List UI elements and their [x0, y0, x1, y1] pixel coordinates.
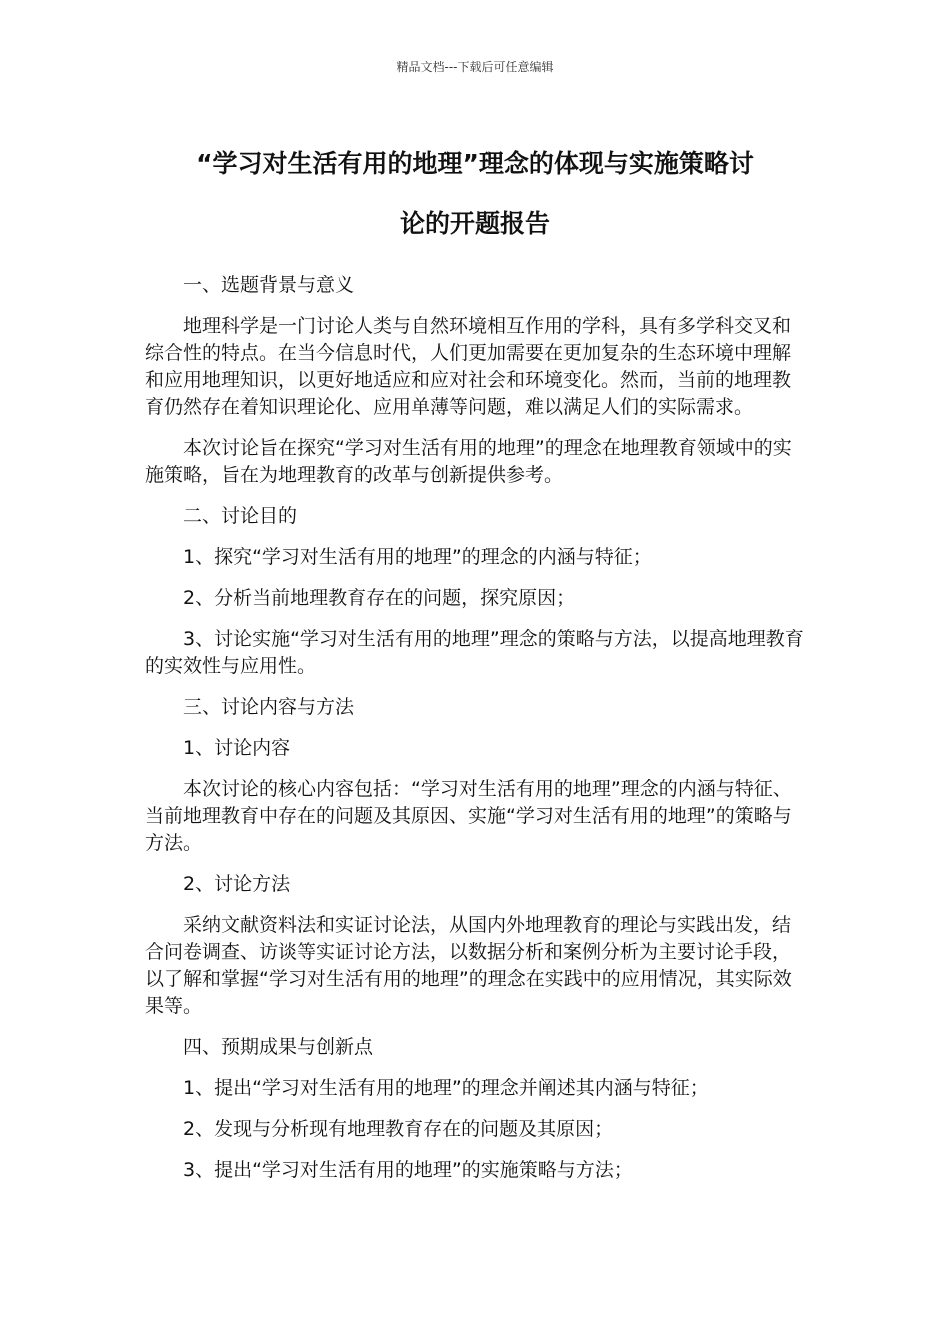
section-heading-goals: 二、讨论目的: [183, 505, 298, 527]
header-note: 精品文档---下载后可任意编辑: [396, 60, 554, 74]
document-body: [145, 272, 805, 1198]
section-heading-background: 一、选题背景与意义: [183, 274, 355, 296]
goal-item-1: 1、探究“学习对生活有用的地理”的理念的内涵与特征；: [183, 546, 652, 568]
goal-item-2: 2、分析当前地理教育存在的问题，探究原因；: [183, 587, 576, 609]
section-heading-content-method: 三、讨论内容与方法: [183, 696, 355, 718]
subheading-method: 2、讨论方法: [183, 873, 291, 895]
outcome-item-3: 3、提出“学习对生活有用的地理”的实施策略与方法；: [183, 1159, 633, 1181]
outcome-item-1: 1、提出“学习对生活有用的地理”的理念并阐述其内涵与特征；: [183, 1077, 709, 1099]
goal-item-3: 3、讨论实施“学习对生活有用的地理”理念的策略与方法，以提高地理教育的实效性与应用性。: [145, 628, 804, 677]
paragraph-method: 采纳文献资料法和实证讨论法，从国内外地理教育的理论与实践出发，结合问卷调查、访谈等实证讨论方法，以数据分析和案例分析为主要讨论手段，以了解和掌握“学习对生活有用的地理”的理念在实践中的应用情况，其实际效果等。: [145, 914, 792, 1017]
outcome-item-2: 2、发现与分析现有地理教育存在的问题及其原因；: [183, 1118, 614, 1140]
title-line-2: 论的开题报告: [399, 209, 550, 238]
page-title: [130, 134, 820, 254]
title-line-1: “学习对生活有用的地理”理念的体现与实施策略讨: [196, 149, 754, 178]
paragraph-background: 地理科学是一门讨论人类与自然环境相互作用的学科，具有多学科交叉和综合性的特点。在当今信息时代，人们更加需要在更加复杂的生态环境中理解和应用地理知识，以更好地适应和应对社会和环境变化。然而，当前的地理教育仍然存在着知识理论化、应用单薄等问题，难以满足人们的实际需求。: [145, 315, 792, 418]
paragraph-content: 本次讨论的核心内容包括：“学习对生活有用的地理”理念的内涵与特征、当前地理教育中存在的问题及其原因、实施“学习对生活有用的地理”的策略与方法。: [145, 778, 792, 854]
section-heading-outcomes: 四、预期成果与创新点: [183, 1036, 374, 1058]
subheading-content: 1、讨论内容: [183, 737, 291, 759]
paragraph-purpose-intro: 本次讨论旨在探究“学习对生活有用的地理”的理念在地理教育领域中的实施策略，旨在为地理教育的改革与创新提供参考。: [145, 437, 792, 486]
